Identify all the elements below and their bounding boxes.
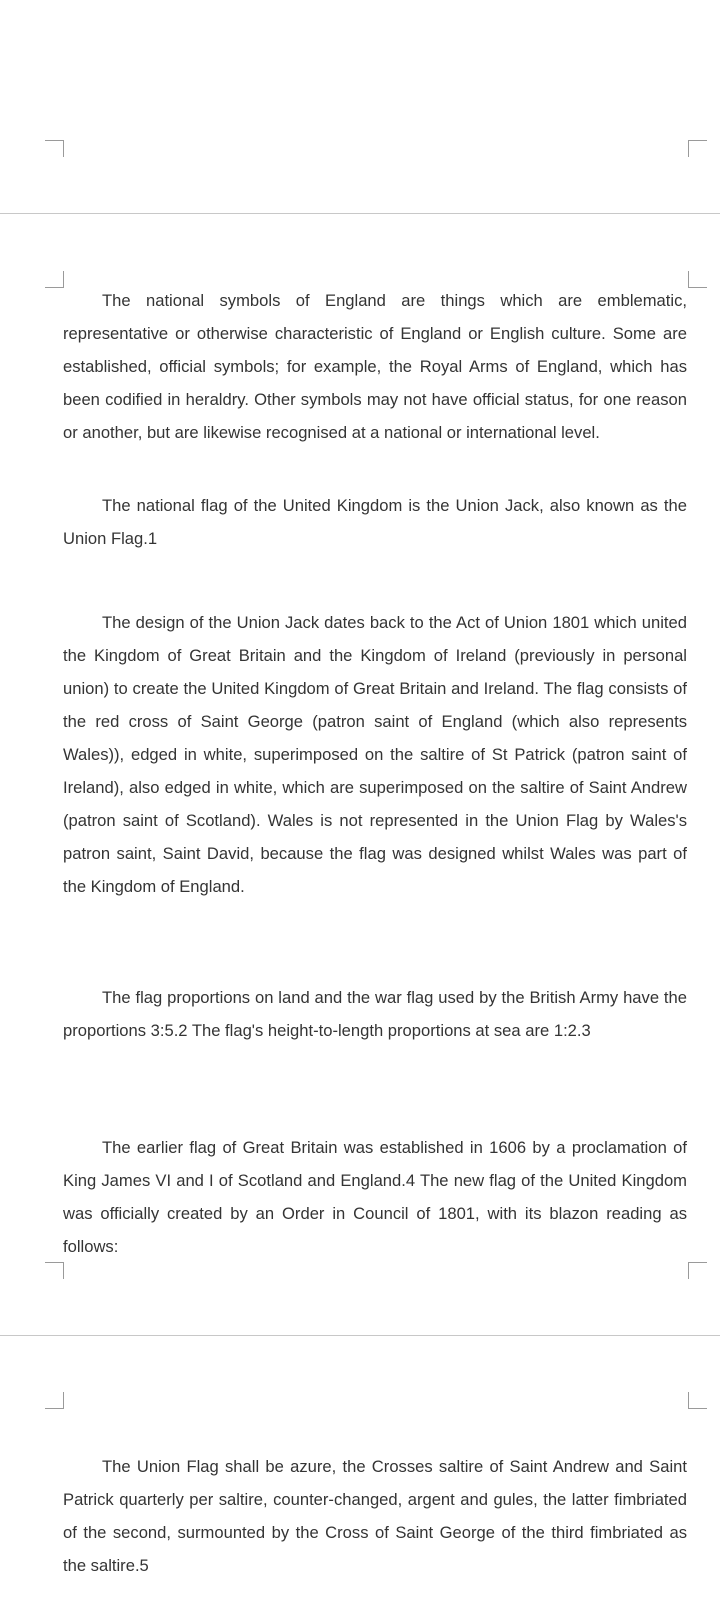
page-corner-mark xyxy=(688,140,707,157)
page-break xyxy=(0,213,720,214)
page-corner-mark xyxy=(45,271,64,288)
page-corner-mark xyxy=(45,1262,64,1279)
paragraph-flag-proportions: The flag proportions on land and the war flag used by the British Army have the proportions 3:5.2 The flag's height-to-length proportions at sea are 1:2.3 xyxy=(63,988,687,1040)
paragraph-national-flag: The national flag of the United Kingdom is the Union Jack, also known as the Union Flag.1 xyxy=(63,496,687,548)
page-corner-mark xyxy=(45,140,64,157)
page-corner-mark xyxy=(688,1392,707,1409)
paragraph-earlier-flag: The earlier flag of Great Britain was established in 1606 by a proclamation of King James VI and I of Scotland and England.4 The new flag of the United Kingdom was officially created by an Order in Council of 1801, with its blazon reading as follows: xyxy=(63,1138,687,1256)
page-corner-mark xyxy=(688,271,707,288)
page-break xyxy=(0,1335,720,1336)
page-corner-mark xyxy=(688,1262,707,1279)
paragraph-blazon: The Union Flag shall be azure, the Crosses saltire of Saint Andrew and Saint Patrick quarterly per saltire, counter-changed, argent and gules, the latter fimbriated of the second, surmounted by the Cross of Saint George of the third fimbriated as the saltire.5 xyxy=(63,1457,687,1575)
paragraph-national-symbols: The national symbols of England are things which are emblematic, representative or otherwise characteristic of England or English culture. Some are established, official symbols; for example, the Royal Arms of England, which has been codified in heraldry. Other symbols may not have official status, for one reason or another, but are likewise recognised at a national or international level. xyxy=(63,291,687,442)
paragraph-union-jack-design: The design of the Union Jack dates back to the Act of Union 1801 which united the Kingdom of Great Britain and the Kingdom of Ireland (previously in personal union) to create the United Kingdom of Great Britain and Ireland. The flag consists of the red cross of Saint George (patron saint of England (which also represents Wales)), edged in white, superimposed on the saltire of St Patrick (patron saint of Ireland), also edged in white, which are superimposed on the saltire of Saint Andrew (patron saint of Scotland). Wales is not represented in the Union Flag by Wales's patron saint, Saint David, because the flag was designed whilst Wales was part of the Kingdom of England. xyxy=(63,613,687,896)
page-corner-mark xyxy=(45,1392,64,1409)
